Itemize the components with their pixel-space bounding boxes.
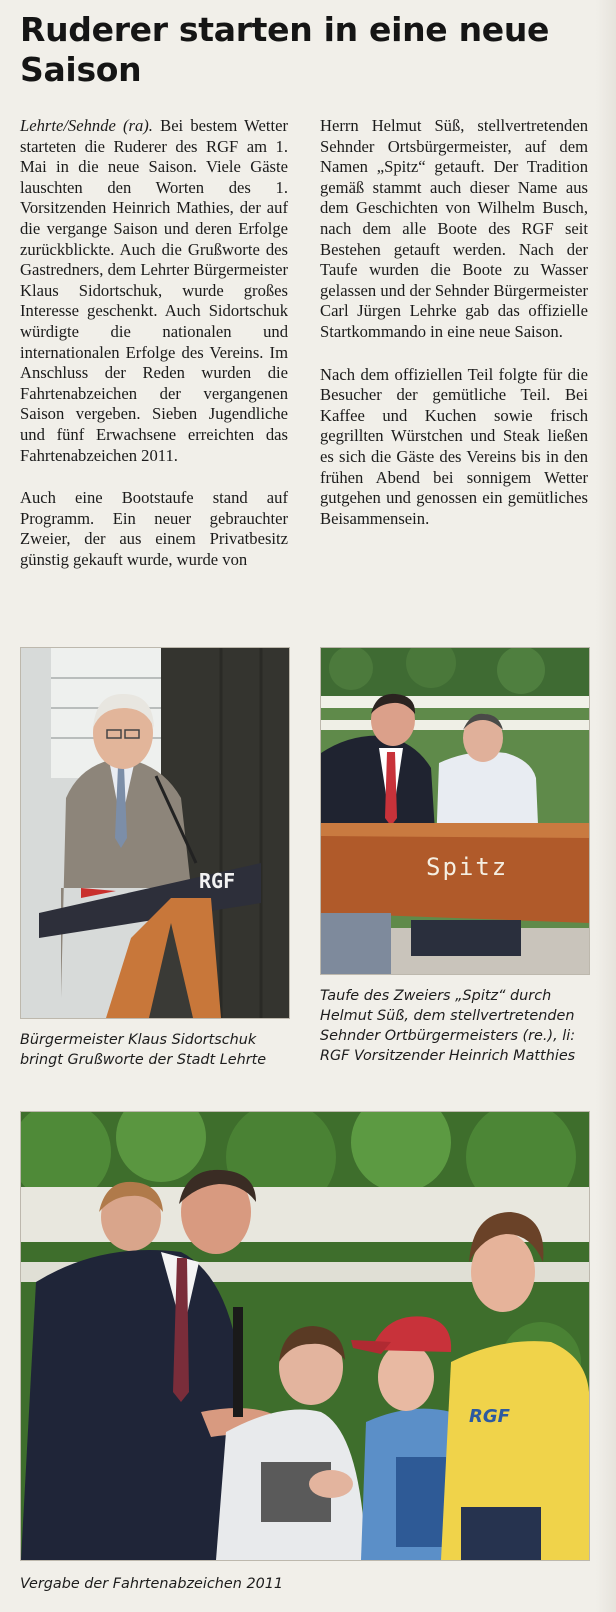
photo-boat: [320, 647, 590, 975]
photo-speaker: [20, 647, 290, 1019]
article-column-left: [20, 116, 288, 592]
paragraph-4: Nach dem offiziellen Teil folgte für die Besucher der gemütliche Teil. Bei Kaffee und Kuchen sowie frisch gegrillten Würstchen und Steak ließen es sich die Gäste des Vereins bis in den frühen Abend bei sonnigem Wetter gutgehen und genossen ein gemütliches Beisammensein.: [320, 364, 588, 528]
boat-illustration: [321, 648, 589, 974]
paragraph-1-text: Bei bestem Wetter starteten die Ruderer des RGF am 1. Mai in die neue Saison. Viele Gäste lauschten den Worten des 1. Vorsitzenden Heinrich Mathies, der auf die vergange Saison und deren Erfolge zurückblickte. Auch die Grußworte des Gastredners, dem Lehrter Bürgermeister Klaus Sidortschuk, wurde großes Interesse geschenkt. Auch Sidortschuk würdigte die nationalen und internationalen Erfolge des Vereins. Im Anschluss der Reden wurden die Fahrtenabzeichen der vergangenen Saison vergeben. Sieben Jugendliche und fünf Erwachsene erreichten das Fahrtenabzeichen 2011.: [20, 116, 288, 465]
boat-name-text: Spitz: [426, 853, 509, 881]
paragraph-3: Herrn Helmut Süß, stellvertretenden Sehnder Ortsbürgermeister, auf dem Namen „Spitz“ getauft. Der Tradition gemäß stammt auch dieser Name aus dem Geschichten von Wilhelm Busch, nach dem alle Boote des RGF seit Bestehen getauft werden. Nach der Taufe wurden die Boote zu Wasser gelassen und der Sehnder Bürgermeister Carl Jürgen Lehrke gab das offizielle Startkommando in eine neue Saison.: [320, 116, 588, 341]
photo-awards: [20, 1111, 590, 1561]
speaker-illustration: [21, 648, 289, 1018]
caption-speaker: Bürgermeister Klaus Sidortschuk bringt Grußworte der Stadt Lehrte: [20, 1032, 267, 1068]
paragraph-2: Auch eine Bootstaufe stand auf Programm. Ein neuer gebrauchter Zweier, der aus einem Privatbesitz günstig gekauft wurde, wurde von: [20, 488, 288, 569]
caption-awards: Vergabe der Fahrtenabzeichen 2011: [20, 1576, 284, 1592]
paragraph-intro: [20, 116, 288, 466]
page-edge: [596, 0, 616, 1612]
headline: Ruderer starten in eine neue Saison: [20, 10, 550, 89]
dateline: Lehrte/Sehnde (ra).: [20, 116, 153, 135]
caption-boat: Taufe des Zweiers „Spitz“ durch Helmut Süß, dem stellvertretenden Sehnder Ortbürgermeisters (re.), li: RGF Vorsitzender Heinrich Matthies: [320, 988, 576, 1064]
podium-text: RGF: [199, 869, 236, 893]
awards-illustration: [21, 1112, 589, 1560]
shirt-text: RGF: [469, 1406, 510, 1427]
article-column-right: [320, 116, 588, 551]
